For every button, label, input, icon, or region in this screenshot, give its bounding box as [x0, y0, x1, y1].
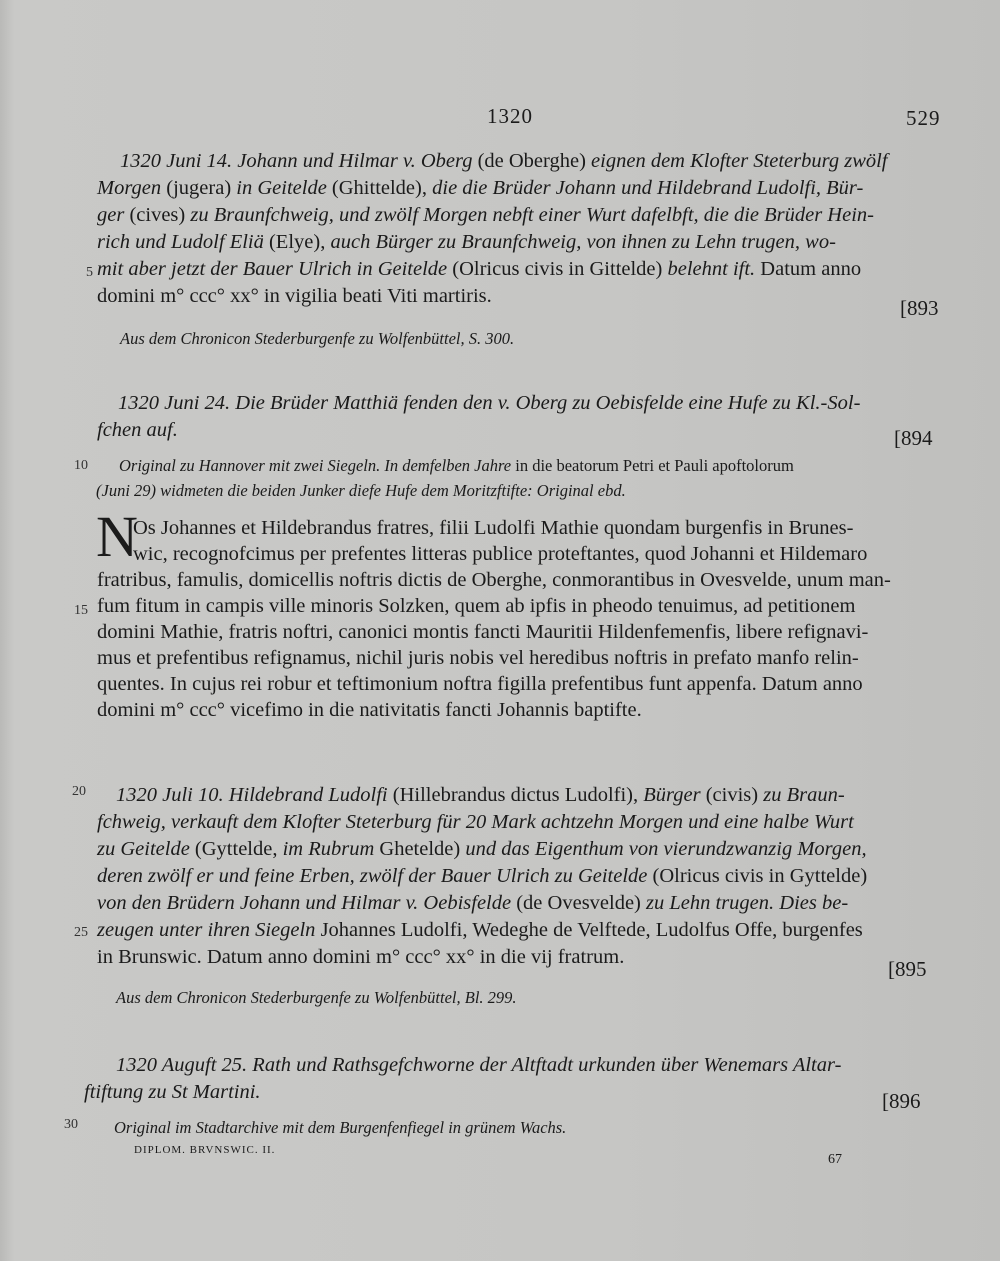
text-segment: im Rubrum [282, 838, 380, 860]
text-segment: in die beatorum Petri et Pauli apoftolorum [515, 456, 794, 475]
doc-894-note-line [96, 481, 626, 501]
doc-893-line [97, 229, 836, 255]
text-segment: zu Braunfchweig, und zwölf Morgen nebft einer Wurt dafelbft, die die Brüder Hein- [190, 204, 874, 226]
text-segment: Ghetelde) [379, 838, 466, 860]
register-number: [893 [900, 296, 939, 320]
doc-894-heading-line [118, 390, 860, 416]
doc-894-text-line: mus et prefentibus refignamus, nichil juris nobis vel heredibus noftris in prefato manfo relin- [97, 647, 859, 669]
text-segment: von den Brüdern Johann und Hilmar v. Oebisfelde [97, 892, 517, 914]
text-segment: (de Oberghe) [477, 150, 592, 172]
text-segment: belehnt ift. [667, 258, 761, 280]
text-segment: (Ghittelde), [331, 177, 433, 199]
text-segment: Original zu Hannover mit zwei Siegeln. In demfelben Jahre [119, 456, 516, 475]
text-segment: Bürger [643, 784, 706, 806]
register-number: [894 [894, 426, 933, 450]
doc-895-line [97, 809, 854, 835]
sheet-number: 67 [828, 1152, 842, 1167]
page-number: 529 [906, 106, 941, 130]
doc-895-line [97, 944, 624, 970]
line-number: 20 [72, 784, 86, 799]
text-segment: 1320 Juni 14. Johann und Hilmar v. Oberg [120, 150, 478, 172]
doc-896-line [116, 1052, 841, 1078]
text-segment: (de Ovesvelde) [516, 892, 647, 914]
doc-893-source: Aus dem Chronicon Stederburgenfe zu Wolfenbüttel, S. 300. [120, 329, 515, 348]
text-segment: (Olricus civis in Gittelde) [452, 258, 668, 280]
register-number: [895 [888, 957, 927, 981]
doc-893-line [120, 148, 888, 174]
text-segment: fchweig, verkauft dem Klofter Steterburg für 20 Mark achtzehn Morgen und eine halbe Wurt [97, 811, 854, 833]
doc-895-line [116, 782, 845, 808]
text-segment: (Hillebrandus dictus Ludolfi), [392, 784, 644, 806]
doc-894-text-line: Os Johannes et Hildebrandus fratres, filii Ludolfi Mathie quondam burgenfis in Brunes- [133, 517, 854, 539]
line-number: 5 [86, 265, 93, 280]
doc-895-line [97, 890, 848, 916]
text-segment: und das Eigenthum von vierundzwanzig Morgen, [465, 838, 867, 860]
text-segment: mit aber jetzt der Bauer Ulrich in Geitelde [97, 258, 453, 280]
doc-894-text-line: domini Mathie, fratris noftri, canonici montis fancti Mauritii Hildenfemenfis, libere refignavi- [97, 621, 869, 643]
text-segment: (civis) [705, 784, 764, 806]
text-segment: (Gyttelde, [194, 838, 283, 860]
doc-894-note-line [119, 456, 794, 476]
doc-895-line [97, 917, 863, 943]
line-number: 25 [74, 925, 88, 940]
text-segment: 1320 Auguft 25. Rath und Rathsgefchworne der Altftadt urkunden über Wenemars Altar- [116, 1054, 842, 1076]
header-year: 1320 [487, 104, 533, 128]
text-segment: zeugen unter ihren Siegeln [97, 919, 321, 941]
text-segment: Johannes Ludolfi, Wedeghe de Velftede, Ludolfus Offe, burgenfes [320, 919, 863, 941]
doc-894-heading-line [97, 417, 178, 443]
doc-893-line [97, 202, 874, 228]
line-number: 30 [64, 1117, 78, 1132]
text-segment: zu Geitelde [97, 838, 195, 860]
doc-895-line [97, 836, 867, 862]
text-segment: zu Lehn trugen. Dies be- [646, 892, 849, 914]
footer-signature: DIPLOM. BRVNSWIC. II. [134, 1144, 276, 1156]
text-segment: (cives) [129, 204, 191, 226]
doc-894-text-line: domini m° ccc° vicefimo in die nativitatis fancti Johannis baptifte. [97, 699, 642, 721]
doc-893-line [97, 175, 863, 201]
register-number: [896 [882, 1089, 921, 1113]
text-segment: eignen dem Klofter Steterburg zwölf [591, 150, 888, 172]
doc-896-source: Original im Stadtarchive mit dem Burgenfenfiegel in grünem Wachs. [114, 1118, 567, 1137]
text-segment: rich und Ludolf Eliä [97, 231, 269, 253]
doc-895-source: Aus dem Chronicon Stederburgenfe zu Wolfenbüttel, Bl. 299. [116, 988, 517, 1007]
doc-894-text-line: quentes. In cujus rei robur et teftimonium noftra figilla prefentibus funt appenfa. Datum anno [97, 673, 863, 695]
text-segment: in Geitelde [236, 177, 332, 199]
text-segment: (Olricus civis in Gyttelde) [652, 865, 868, 887]
text-segment: (Juni 29) widmeten die beiden Junker diefe Hufe dem Moritzftifte: Original ebd. [96, 481, 626, 500]
text-segment: (jugera) [166, 177, 237, 199]
text-segment: 1320 Juli 10. Hildebrand Ludolfi [116, 784, 393, 806]
text-segment: ftiftung zu St Martini. [84, 1081, 261, 1103]
text-segment: zu Braun- [763, 784, 845, 806]
drop-cap: N [96, 504, 138, 569]
doc-893-line [97, 256, 861, 282]
text-segment: Morgen [97, 177, 167, 199]
text-segment: deren zwölf er und feine Erben, zwölf der Bauer Ulrich zu Geitelde [97, 865, 653, 887]
doc-894-text-line: fum fitum in campis ville minoris Solzken, quem ab ipfis in pheodo tenuimus, ad petitionem [97, 595, 856, 617]
text-segment: ger [97, 204, 130, 226]
text-segment: fchen auf. [97, 419, 178, 441]
doc-895-line [97, 863, 867, 889]
text-segment: auch Bürger zu Braunfchweig, von ihnen zu Lehn trugen, wo- [330, 231, 836, 253]
text-segment: (Elye), [268, 231, 331, 253]
doc-896-line [84, 1079, 261, 1105]
line-number: 15 [74, 603, 88, 618]
doc-894-text-line: fratribus, famulis, domicellis noftris dictis de Oberghe, conmorantibus in Ovesvelde, unum man- [97, 569, 891, 591]
text-segment: Datum anno [760, 258, 862, 280]
text-segment: in Brunswic. Datum anno domini m° ccc° xx° in die vij fratrum. [97, 946, 625, 968]
line-number: 10 [74, 458, 88, 473]
doc-893-line [97, 283, 492, 309]
text-segment: domini m° ccc° xx° in vigilia beati Viti martiris. [97, 285, 492, 307]
doc-894-text-line: wic, recognofcimus per prefentes litteras publice proteftantes, quod Johanni et Hildemaro [133, 543, 868, 565]
text-segment: die die Brüder Johann und Hildebrand Ludolfi, Bür- [432, 177, 864, 199]
text-segment: 1320 Juni 24. Die Brüder Matthiä fenden den v. Oberg zu Oebisfelde eine Hufe zu Kl.-Sol- [118, 392, 861, 414]
